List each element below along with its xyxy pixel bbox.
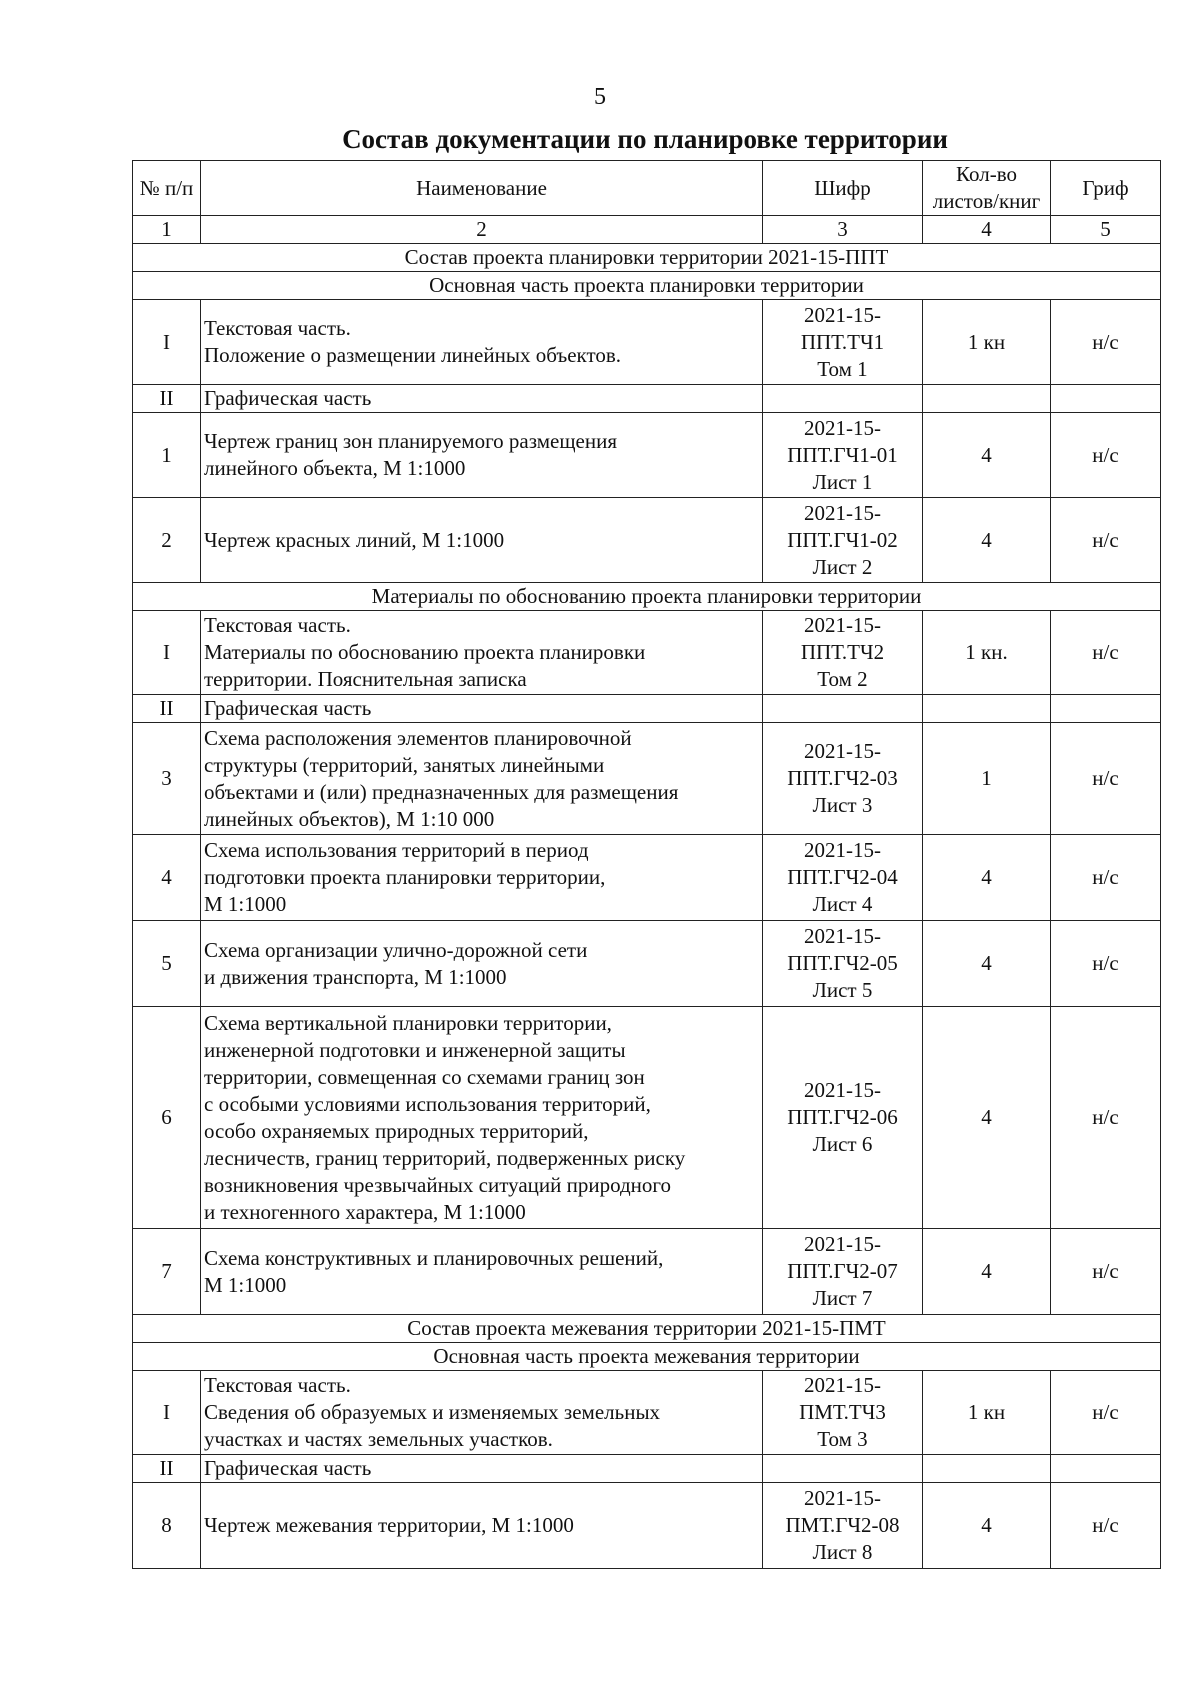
table-header-row: [133, 161, 1161, 216]
row-cipher: 2021-15- ППТ.ГЧ2-05 Лист 5: [763, 921, 923, 1007]
row-number: 3: [133, 723, 201, 835]
header-grif: Гриф: [1051, 161, 1161, 216]
row-cipher: 2021-15- ППТ.ГЧ1-01 Лист 1: [763, 413, 923, 498]
row-grif: н/с: [1051, 1007, 1161, 1229]
row-count: 4: [923, 1007, 1051, 1229]
row-number: I: [133, 1371, 201, 1455]
row-cipher: 2021-15- ППТ.ГЧ2-07 Лист 7: [763, 1229, 923, 1315]
row-count: 4: [923, 1483, 1051, 1569]
row-cipher: 2021-15- ППТ.ТЧ1 Том 1: [763, 300, 923, 385]
row-name: Графическая часть: [201, 695, 763, 723]
row-number: II: [133, 695, 201, 723]
table-row: [133, 1007, 1161, 1229]
section-row: [133, 1343, 1161, 1371]
table-row: [133, 1371, 1161, 1455]
row-cipher: 2021-15- ППТ.ГЧ2-03 Лист 3: [763, 723, 923, 835]
row-name: Текстовая часть. Сведения об образуемых и изменяемых земельных участках и частях земельных участков.: [201, 1371, 763, 1455]
row-name: Чертеж межевания территории, М 1:1000: [201, 1483, 763, 1569]
row-cipher: 2021-15- ППТ.ГЧ2-04 Лист 4: [763, 835, 923, 921]
row-name: Чертеж границ зон планируемого размещения линейного объекта, М 1:1000: [201, 413, 763, 498]
column-number: 1: [133, 216, 201, 244]
row-cipher: 2021-15- ППТ.ТЧ2 Том 2: [763, 611, 923, 695]
section-row: [133, 583, 1161, 611]
row-grif: н/с: [1051, 1483, 1161, 1569]
row-name: Чертеж красных линий, М 1:1000: [201, 498, 763, 583]
section-title: Состав проекта планировки территории 2021-15-ППТ: [133, 244, 1161, 272]
row-cipher: 2021-15- ПМТ.ТЧ3 Том 3: [763, 1371, 923, 1455]
table-row: [133, 1229, 1161, 1315]
row-count: 1 кн: [923, 300, 1051, 385]
row-number: 4: [133, 835, 201, 921]
header-count: Кол-во листов/книг: [923, 161, 1051, 216]
row-number: 8: [133, 1483, 201, 1569]
table-row: [133, 921, 1161, 1007]
row-count: 4: [923, 1229, 1051, 1315]
row-number: 2: [133, 498, 201, 583]
row-number: I: [133, 611, 201, 695]
section-row: [133, 244, 1161, 272]
documentation-table: [132, 160, 1161, 1569]
row-grif: н/с: [1051, 300, 1161, 385]
row-grif: н/с: [1051, 498, 1161, 583]
section-row: [133, 272, 1161, 300]
row-cipher: 2021-15- ППТ.ГЧ1-02 Лист 2: [763, 498, 923, 583]
section-title: Основная часть проекта планировки территории: [133, 272, 1161, 300]
row-count: 4: [923, 498, 1051, 583]
row-number: 6: [133, 1007, 201, 1229]
table-row: [133, 300, 1161, 385]
row-cipher: 2021-15- ППТ.ГЧ2-06 Лист 6: [763, 1007, 923, 1229]
row-name: Схема конструктивных и планировочных решений, М 1:1000: [201, 1229, 763, 1315]
row-number: I: [133, 300, 201, 385]
header-cipher: Шифр: [763, 161, 923, 216]
section-title: Материалы по обоснованию проекта планировки территории: [133, 583, 1161, 611]
section-row: [133, 1315, 1161, 1343]
page-title: Состав документации по планировке территории: [342, 124, 948, 154]
row-name: Схема организации улично-дорожной сети и движения транспорта, М 1:1000: [201, 921, 763, 1007]
column-number: 2: [201, 216, 763, 244]
row-grif: н/с: [1051, 921, 1161, 1007]
column-number: 3: [763, 216, 923, 244]
table-row: [133, 498, 1161, 583]
row-grif: н/с: [1051, 1371, 1161, 1455]
column-numbers-row: [133, 216, 1161, 244]
row-grif: н/с: [1051, 413, 1161, 498]
row-grif: н/с: [1051, 835, 1161, 921]
row-count: 4: [923, 921, 1051, 1007]
row-name: Схема использования территорий в период подготовки проекта планировки территории, М 1:1000: [201, 835, 763, 921]
row-count: 1 кн.: [923, 611, 1051, 695]
row-name: Графическая часть: [201, 385, 763, 413]
table-row: [133, 723, 1161, 835]
row-number: 1: [133, 413, 201, 498]
section-title: Состав проекта межевания территории 2021-15-ПМТ: [133, 1315, 1161, 1343]
column-number: 5: [1051, 216, 1161, 244]
column-number: 4: [923, 216, 1051, 244]
page-number: 5: [594, 84, 606, 110]
header-name: Наименование: [201, 161, 763, 216]
section-title: Основная часть проекта межевания территории: [133, 1343, 1161, 1371]
row-count: 4: [923, 835, 1051, 921]
table-row: [133, 611, 1161, 695]
row-count: 1: [923, 723, 1051, 835]
table-row: [133, 835, 1161, 921]
row-number: 5: [133, 921, 201, 1007]
row-count: 4: [923, 413, 1051, 498]
row-number: II: [133, 385, 201, 413]
table-row: [133, 695, 1161, 723]
row-name: Текстовая часть. Положение о размещении линейных объектов.: [201, 300, 763, 385]
row-name: Текстовая часть. Материалы по обоснованию проекта планировки территории. Пояснительная записка: [201, 611, 763, 695]
table-row: [133, 413, 1161, 498]
row-grif: н/с: [1051, 723, 1161, 835]
row-cipher: 2021-15- ПМТ.ГЧ2-08 Лист 8: [763, 1483, 923, 1569]
row-name: Графическая часть: [201, 1455, 763, 1483]
row-number: 7: [133, 1229, 201, 1315]
table-row: [133, 1455, 1161, 1483]
table-row: [133, 1483, 1161, 1569]
row-name: Схема вертикальной планировки территории, инженерной подготовки и инженерной защиты территории, совмещенная со схемами границ зон с особыми условиями использования территорий, особо охраняемых природных территорий, лесничеств, границ территорий, подверженных риску возникновения чрезвычайных ситуаций природного и техногенного характера, М 1:1000: [201, 1007, 763, 1229]
table-row: [133, 385, 1161, 413]
row-name: Схема расположения элементов планировочной структуры (территорий, занятых линейными объектами и (или) предназначенных для размещения линейных объектов), М 1:10 000: [201, 723, 763, 835]
row-number: II: [133, 1455, 201, 1483]
row-grif: н/с: [1051, 1229, 1161, 1315]
row-grif: н/с: [1051, 611, 1161, 695]
row-count: 1 кн: [923, 1371, 1051, 1455]
header-number: № п/п: [133, 161, 201, 216]
